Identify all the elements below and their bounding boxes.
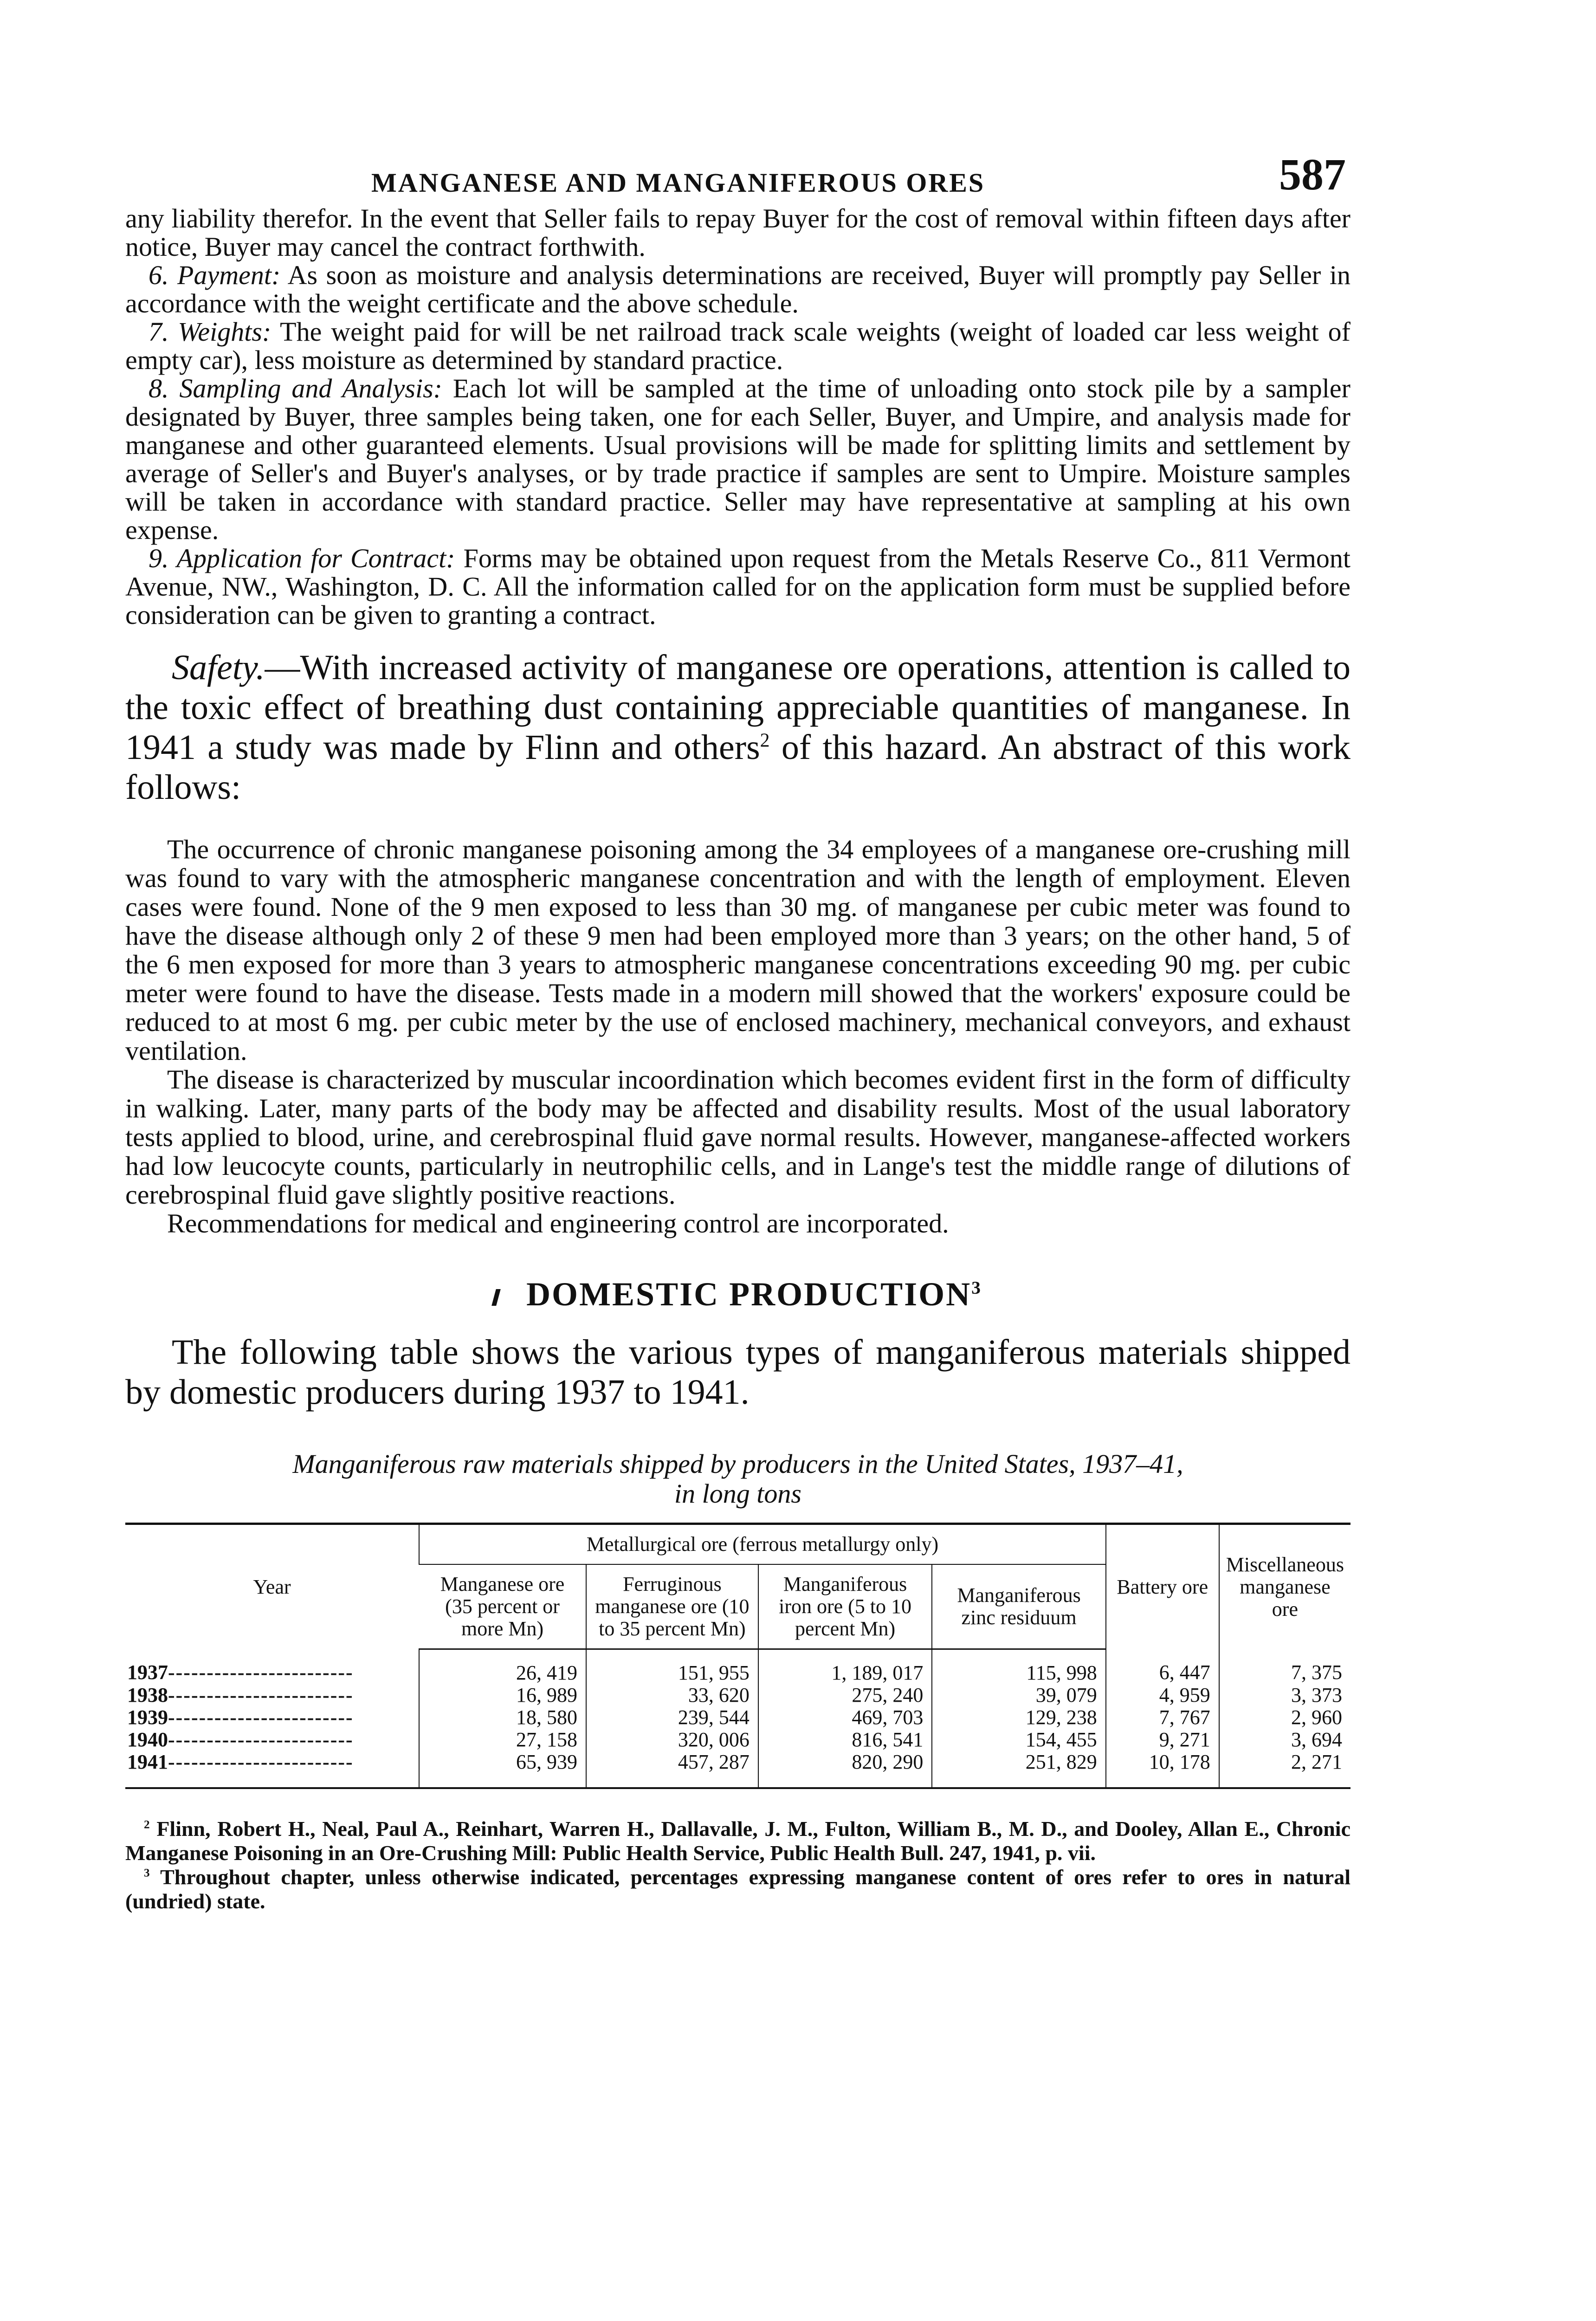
stray-mark-icon (491, 1289, 501, 1306)
fe-cell: 151, 955 (586, 1649, 758, 1685)
document-page (125, 149, 1350, 1913)
table-caption-line-2: in long tons (674, 1478, 801, 1509)
paragraph-application (125, 544, 1350, 629)
table-caption (125, 1449, 1350, 1509)
footnote-ref-2: 2 (760, 730, 770, 752)
footnote-ref-3: 3 (971, 1277, 982, 1298)
sampling-label: 8. Sampling and Analysis: (149, 373, 442, 403)
running-title: MANGANESE AND MANGANIFEROUS ORES (371, 168, 985, 198)
battery-cell: 7, 767 (1106, 1706, 1219, 1729)
battery-cell: 6, 447 (1106, 1649, 1219, 1685)
mn-cell: 27, 158 (419, 1729, 586, 1751)
footnote-3-text: Throughout chapter, unless otherwise indicated, percentages expressing manganese content of ores refer to ores in natural (undried) state. (125, 1865, 1351, 1913)
iron-cell: 1, 189, 017 (758, 1649, 932, 1685)
zinc-cell: 115, 998 (932, 1649, 1105, 1685)
table-row (125, 1751, 1350, 1788)
table-row (125, 1684, 1350, 1706)
footnotes (125, 1817, 1350, 1913)
abstract-block (125, 835, 1350, 1238)
zinc-cell: 39, 079 (932, 1684, 1105, 1706)
mn-cell: 16, 989 (419, 1684, 586, 1706)
payment-text: As soon as moisture and analysis determinations are received, Buyer will promptly pay Seller in accordance with the weight certificate and the above schedule. (125, 260, 1350, 318)
header-misc: Miscellaneous manganese ore (1219, 1524, 1350, 1649)
weights-text: The weight paid for will be net railroad track scale weights (weight of loaded car less weight of empty car), less moisture as determined by standard practice. (125, 317, 1350, 375)
table-row (125, 1706, 1350, 1729)
section-heading-text: DOMESTIC PRODUCTION (526, 1276, 972, 1313)
contract-terms (125, 204, 1350, 629)
zinc-cell: 154, 455 (932, 1729, 1105, 1751)
battery-cell: 10, 178 (1106, 1751, 1219, 1788)
payment-label: 6. Payment: (149, 260, 281, 290)
header-year: Year (253, 1575, 291, 1598)
table-caption-line-1: Manganiferous raw materials shipped by producers in the United States, 1937–41, (292, 1449, 1183, 1479)
battery-cell: 4, 959 (1106, 1684, 1219, 1706)
table-row (125, 1649, 1350, 1685)
mn-cell: 18, 580 (419, 1706, 586, 1729)
year-cell: 1939------------------------ (127, 1706, 354, 1729)
safety-label: Safety. (172, 648, 265, 687)
fe-cell: 457, 287 (586, 1751, 758, 1788)
paragraph-weights (125, 318, 1350, 374)
year-cell: 1938------------------------ (127, 1684, 354, 1706)
abstract-paragraph-2: The disease is characterized by muscular incoordination which becomes evident first in the form of difficulty in walking. Later, many parts of the body may be affected and disability results. Most of the usual laboratory tests applied to blood, urine, and cerebrospinal fluid gave normal results. However, manganese-affected workers had low leucocyte counts, particularly in neutrophilic cells, and in Lange's test the middle range of dilutions of cerebrospinal fluid gave slightly positive reactions. (125, 1064, 1350, 1210)
safety-section (125, 648, 1350, 807)
weights-label: 7. Weights: (149, 317, 271, 347)
header-iron-ore: Manganiferous iron ore (5 to 10 percent Mn) (758, 1564, 932, 1649)
mn-cell: 26, 419 (419, 1649, 586, 1685)
safety-text-end: of this hazard. An abstract of this work follows: (125, 728, 1350, 807)
footnote-3-mark: 3 (144, 1866, 150, 1880)
iron-cell: 820, 290 (758, 1751, 932, 1788)
misc-cell: 3, 373 (1219, 1684, 1350, 1706)
year-cell: 1940------------------------ (127, 1728, 354, 1751)
misc-cell: 3, 694 (1219, 1729, 1350, 1751)
domestic-intro-text: The following table shows the various types of manganiferous materials shipped by domestic producers during 1937 to 1941. (125, 1333, 1350, 1412)
iron-cell: 469, 703 (758, 1706, 932, 1729)
footnote-3 (125, 1865, 1350, 1913)
page-number: 587 (1279, 149, 1346, 199)
shipments-table (125, 1523, 1350, 1789)
zinc-cell: 251, 829 (932, 1751, 1105, 1788)
paragraph-payment (125, 261, 1350, 318)
running-head (125, 149, 1350, 204)
sampling-text: Each lot will be sampled at the time of unloading onto stock pile by a sampler designated by Buyer, three samples being taken, one for each Seller, Buyer, and Umpire, and analysis made for manganese and other guaranteed elements. Usual provisions will be made for splitting limits and settlement by average of Seller's and Buyer's analyses, or by trade practice if samples are sent to Umpire. Moisture samples will be taken in accordance with standard practice. Seller may have representative at sampling at his own expense. (125, 373, 1350, 545)
year-cell: 1937------------------------ (127, 1661, 354, 1684)
application-label: 9. Application for Contract: (149, 543, 455, 573)
misc-cell: 2, 271 (1219, 1751, 1350, 1788)
table-row (125, 1729, 1350, 1751)
header-battery: Battery ore (1106, 1524, 1219, 1649)
fe-cell: 33, 620 (586, 1684, 758, 1706)
paragraph-continuation: any liability therefor. In the event that Seller fails to repay Buyer for the cost of removal within fifteen days after notice, Buyer may cancel the contract forthwith. (125, 203, 1350, 262)
abstract-paragraph-1: The occurrence of chronic manganese poisoning among the 34 employees of a manganese ore-crushing mill was found to vary with the atmospheric manganese concentration and with the length of employment. Eleven cases were found. None of the 9 men exposed to less than 30 mg. of manganese per cubic meter was found to have the disease although only 2 of these 9 men had been employed more than 3 years; on the other hand, 5 of the 6 men exposed for more than 3 years to atmospheric manganese concentrations exceeding 90 mg. per cubic meter were found to have the disease. Tests made in a modern mill showed that the workers' exposure could be reduced to at most 6 mg. per cubic meter by the use of enclosed machinery, mechanical conveyors, and exhaust ventilation. (125, 834, 1350, 1066)
abstract-paragraph-3: Recommendations for medical and engineering control are incorporated. (167, 1208, 949, 1238)
iron-cell: 816, 541 (758, 1729, 932, 1751)
table-wrapper (125, 1523, 1350, 1789)
application-text: Forms may be obtained upon request from the Metals Reserve Co., 811 Vermont Avenue, NW., Washington, D. C. All the information called for on the application form must be supplied before consideration can be given to granting a contract. (125, 543, 1351, 630)
safety-text: —With increased activity of manganese ore operations, attention is called to the toxic effect of breathing dust containing appreciable quantities of manganese. In 1941 a study was made by Flinn and others (125, 648, 1350, 767)
fe-cell: 239, 544 (586, 1706, 758, 1729)
mn-cell: 65, 939 (419, 1751, 586, 1788)
zinc-cell: 129, 238 (932, 1706, 1105, 1729)
section-heading-domestic (125, 1275, 1350, 1314)
header-ferruginous: Ferruginous manganese ore (10 to 35 percent Mn) (586, 1564, 758, 1649)
header-metallurgical-group: Metallurgical ore (ferrous metallurgy only) (419, 1524, 1106, 1565)
domestic-intro (125, 1332, 1350, 1412)
header-zinc: Manganiferous zinc residuum (932, 1564, 1105, 1649)
year-cell: 1941------------------------ (127, 1750, 354, 1773)
paragraph-safety (125, 648, 1350, 807)
footnote-2-mark: 2 (144, 1818, 150, 1831)
battery-cell: 9, 271 (1106, 1729, 1219, 1751)
header-mn-ore: Manganese ore (35 percent or more Mn) (419, 1564, 586, 1649)
table-header-row-1 (125, 1524, 1350, 1565)
footnote-2 (125, 1817, 1350, 1865)
paragraph-sampling (125, 374, 1350, 544)
misc-cell: 7, 375 (1219, 1649, 1350, 1685)
misc-cell: 2, 960 (1219, 1706, 1350, 1729)
iron-cell: 275, 240 (758, 1684, 932, 1706)
footnote-2-text: Flinn, Robert H., Neal, Paul A., Reinhart, Warren H., Dallavalle, J. M., Fulton, William B., M. D., and Dooley, Allan E., Chronic Manganese Poisoning in an Ore-Crushing Mill: Public Health Service, Public Health Bull. 247, 1941, p. vii. (125, 1817, 1351, 1865)
fe-cell: 320, 006 (586, 1729, 758, 1751)
